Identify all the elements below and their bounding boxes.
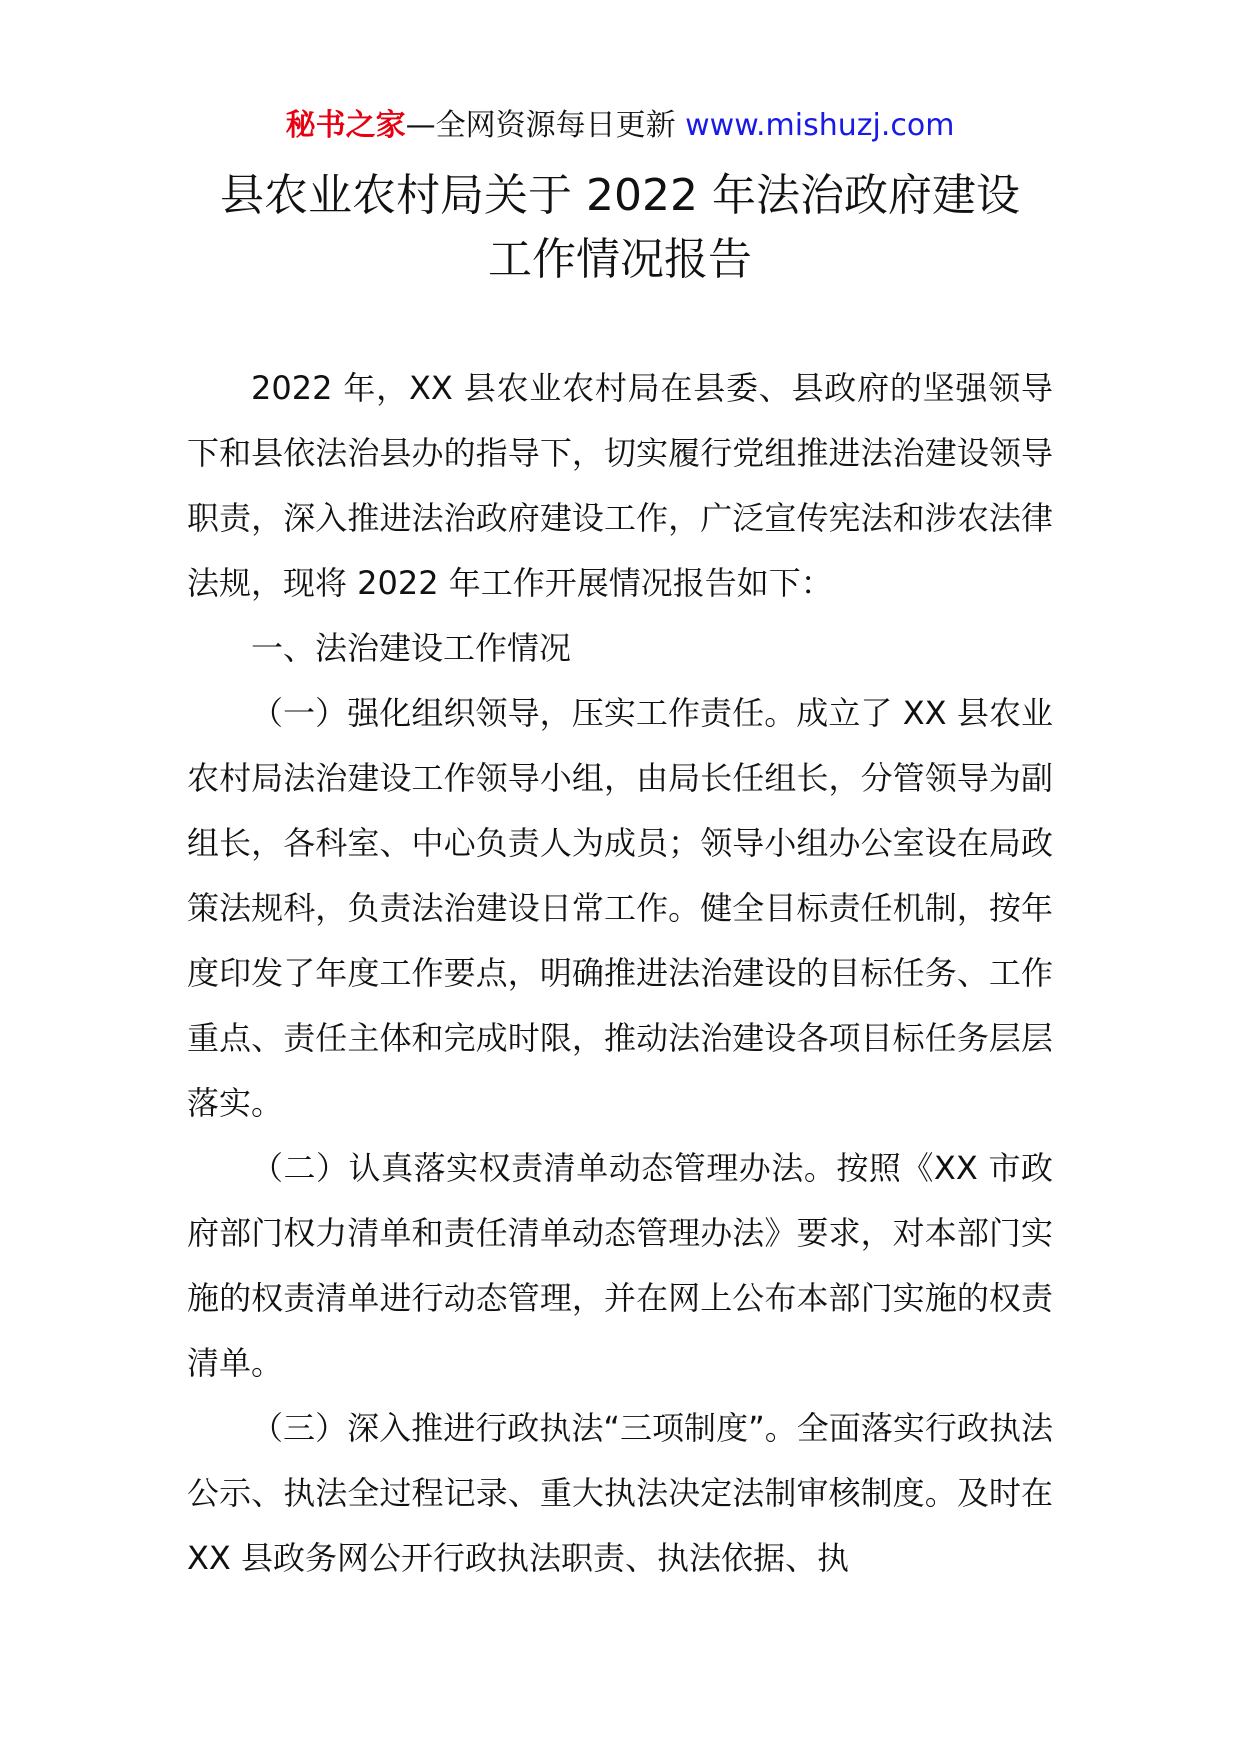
paragraph-intro: 2022 年，XX 县农业农村局在县委、县政府的坚强领导下和县依法治县办的指导下，切实履行党组推进法治建设领导职责，深入推进法治政府建设工作，广泛宣传宪法和涉农法律法规，现将 2022 年工作开展情况报告如下： [187, 369, 1053, 602]
paragraph-item-1: （一）强化组织领导，压实工作责任。成立了 XX 县农业农村局法治建设工作领导小组，由局长任组长，分管领导为副组长，各科室、中心负责人为成员；领导小组办公室设在局政策法规科，负责法治建设日常工作。健全目标责任机制，按年度印发了年度工作要点，明确推进法治建设的目标任务、工作重点、责任主体和完成时限，推动法治建设各项目标任务层层落实。 [187, 694, 1053, 1122]
section-heading-1: 一、法治建设工作情况 [251, 629, 572, 667]
document-body [187, 356, 1053, 1591]
document-title [0, 164, 1240, 292]
paragraph-item-3: （三）深入推进行政执法“三项制度”。全面落实行政执法公示、执法全过程记录、重大执法决定法制审核制度。及时在 XX 县政务网公开行政执法职责、执法依据、执 [187, 1409, 1053, 1577]
paragraph-item-2: （二）认真落实权责清单动态管理办法。按照《XX 市政府部门权力清单和责任清单动态管理办法》要求，对本部门实施的权责清单进行动态管理，并在网上公布本部门实施的权责清单。 [187, 1149, 1053, 1382]
site-url-link[interactable]: www.mishuzj.com [685, 108, 955, 143]
title-line-1: 县农业农村局关于 2022 年法治政府建设 [220, 170, 1020, 221]
site-banner [0, 104, 1240, 148]
banner-slogan: —全网资源每日更新 [405, 108, 686, 143]
brand-name: 秘书之家 [285, 108, 406, 143]
title-line-2: 工作情况报告 [488, 234, 752, 285]
